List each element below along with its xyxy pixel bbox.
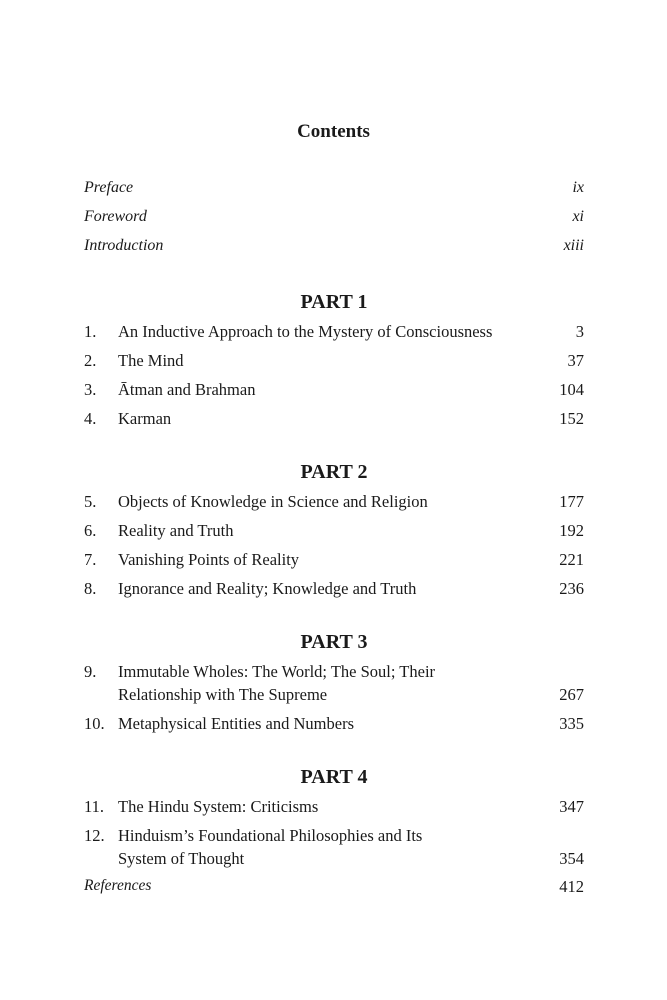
chapter-page: 221 [559,550,584,569]
chapter-page: 192 [559,521,584,540]
chapter-title: Reality and Truth [118,521,234,540]
entry-page: xiii [563,237,584,254]
toc-entry-chapter-7[interactable] [84,548,584,571]
chapter-page: 335 [559,714,584,733]
chapter-number: 7. [84,550,97,569]
entry-title: Preface [84,179,134,196]
entry-title: Introduction [84,237,164,254]
chapter-title: The Hindu System: Criticisms [118,797,319,816]
toc-entry-introduction[interactable] [84,237,584,266]
toc-entry-chapter-3[interactable] [84,378,584,401]
chapter-page: 236 [559,579,584,598]
toc-entry-chapter-5[interactable] [84,490,584,513]
part-heading: PART 4 [300,766,368,788]
toc-entry-chapter-11[interactable] [84,795,584,818]
toc-entry-chapter-1[interactable] [84,320,584,343]
toc-entry-references[interactable] [84,877,584,901]
chapter-page: 354 [559,849,584,868]
chapter-title: Ignorance and Reality; Knowledge and Truth [118,579,417,598]
part-3-section [84,630,584,741]
chapter-page: 37 [567,351,584,370]
chapter-number: 4. [84,409,97,428]
chapter-title: The Mind [118,351,184,370]
part-1-section [84,290,584,436]
chapter-number: 9. [84,662,97,681]
chapter-page: 347 [559,797,584,816]
chapter-number: 11. [84,797,105,816]
page-title: Contents [297,121,370,142]
chapter-number: 5. [84,492,97,511]
chapter-number: 8. [84,579,97,598]
front-matter-list [84,179,584,266]
chapter-number: 10. [84,714,105,733]
chapter-title: Hinduism’s Foundational Philosophies and Its System of Thought [118,826,423,868]
chapter-title: Objects of Knowledge in Science and Religion [118,492,428,511]
part-4-section [84,765,584,876]
chapter-page: 152 [559,409,584,428]
chapter-title: Vanishing Points of Reality [118,550,300,569]
chapter-number: 1. [84,322,97,341]
toc-entry-chapter-12[interactable] [84,824,584,870]
toc-entry-chapter-9[interactable] [84,660,584,706]
toc-entry-chapter-10[interactable] [84,712,584,735]
entry-page: 412 [559,877,584,896]
part-heading: PART 3 [300,631,368,653]
chapter-title: An Inductive Approach to the Mystery of Consciousness [118,322,493,341]
chapter-title: Ātman and Brahman [118,380,256,399]
toc-entry-foreword[interactable] [84,208,584,237]
chapter-title: Metaphysical Entities and Numbers [118,714,354,733]
entry-title: References [84,877,152,894]
chapter-page: 104 [559,380,584,399]
chapter-number: 2. [84,351,97,370]
toc-entry-chapter-2[interactable] [84,349,584,372]
chapter-page: 267 [559,685,584,704]
part-heading: PART 1 [300,291,368,313]
toc-entry-chapter-6[interactable] [84,519,584,542]
chapter-page: 3 [575,322,584,341]
toc-entry-chapter-8[interactable] [84,577,584,600]
toc-entry-chapter-4[interactable] [84,407,584,430]
chapter-title: Karman [118,409,172,428]
part-heading: PART 2 [300,461,368,483]
entry-page: ix [572,179,584,196]
chapter-title: Immutable Wholes: The World; The Soul; Their Relationship with The Supreme [118,662,436,704]
part-2-section [84,460,584,606]
entry-title: Foreword [84,208,147,225]
chapter-number: 12. [84,826,105,845]
entry-page: xi [572,208,584,225]
chapter-number: 6. [84,521,97,540]
toc-entry-preface[interactable] [84,179,584,208]
chapter-page: 177 [559,492,584,511]
chapter-number: 3. [84,380,97,399]
